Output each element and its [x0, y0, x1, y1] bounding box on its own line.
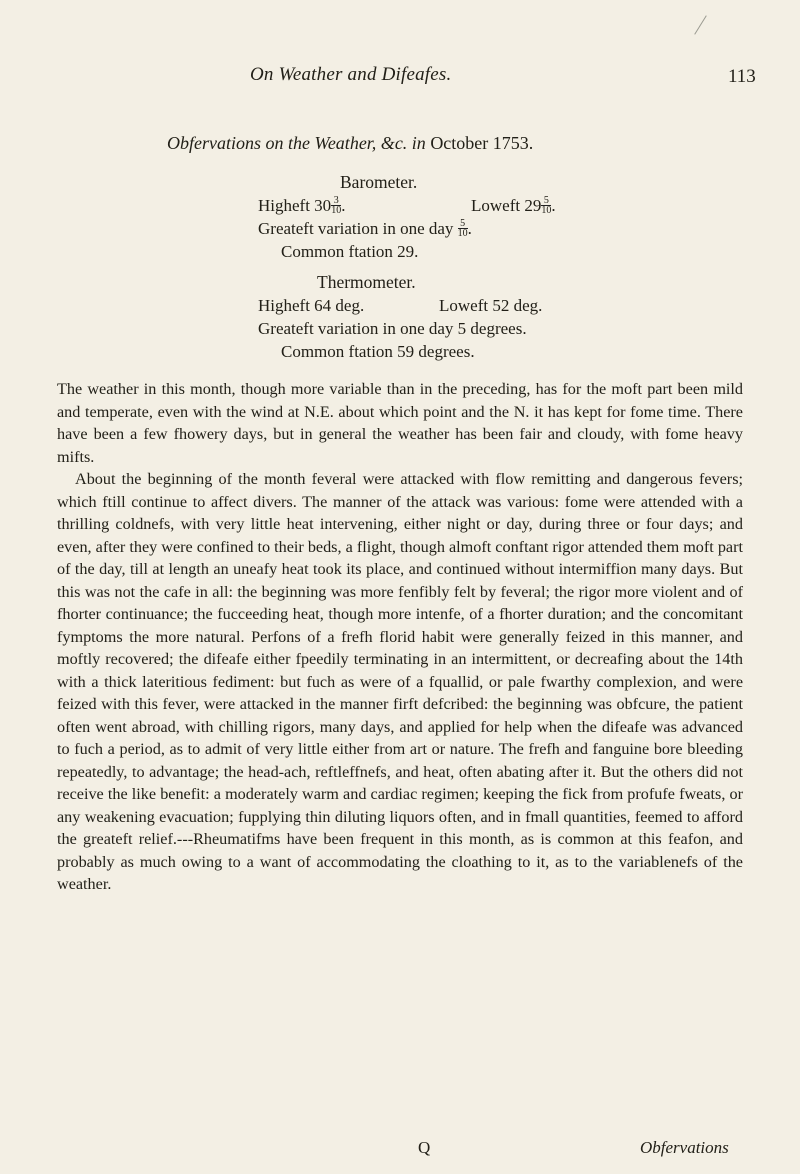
signature-mark: Q — [418, 1138, 431, 1157]
paragraph-weather: The weather in this month, though more variable than in the preceding, has for the moft part been mild and temperate, even with the wind at N.E. about which point and the N. it has kept for fome time. There have been a few fhowery days, but in general the weather has been fair and cloudy, with fome heavy mifts. — [57, 380, 743, 466]
barometer-highest-label: Higheft 30 — [258, 196, 332, 215]
thermometer-common-station: Common ftation 59 degrees. — [281, 342, 475, 361]
fraction-numerator: 3 — [331, 196, 341, 206]
fraction-denominator: 10 — [331, 205, 342, 216]
thermometer-heading: Thermometer. — [317, 272, 416, 292]
observations-title-italic: Obfervations on the Weather, &c. in — [167, 133, 426, 153]
paragraph-fevers: About the beginning of the month feveral were attacked with flow remitting and dangerous fevers; which ftill continue to affect divers. The manner of the attack was various: fome were attended with a thrilling coldnefs, with very little heat intervening, either night or day, during three or four days; and even, after they were confined to their beds, a flight, though almoft conftant rigor attended them moft part of the day, till at length an uneafy heat took its place, and continued without intermiffion many days. But this was not the cafe in all: the beginning was more fenfibly felt by feveral; the rigor more violent and of fhorter continuance; the fucceeding heat, though more intenfe, of a fhorter duration; and the concomitant fymptoms the more natural. Perfons of a frefh florid habit were generally feized in this manner, and moftly recovered; the difeafe either fpeedily terminating in an intermittent, or decreafing about the 14th with a thick lateritious fediment: but fuch as were of a fquallid, or pale fwarthy complexion, and were feized with this fever, were attacked in the manner firft defcribed: the beginning was obfcure, the patient often went abroad, with chilling rigors, many days, and applied for help when the difeafe was advanced to fuch a period, as to admit of very little either from art or nature. The frefh and fanguine bore bleeding repeatedly, to advantage; the head-ach, reftleffnefs, and heat, often abating after it. But the others did not receive the like benefit: a moderately warm and cardiac regimen; keeping the fick from profufe fweats, or any weakening evacuation; fupplying thin diluting liquors often, and in fmall quantities, feemed to afford the greateft relief.---Rheumatifms have been frequent in this month, as is common at this feafon, and probably as much owing to a want of accommodating the cloathing to it, as to the variablenefs of the weather. — [57, 470, 743, 893]
barometer-greatest-fraction — [458, 219, 468, 238]
fraction-denominator: 10 — [457, 228, 468, 239]
body-text — [57, 378, 743, 896]
barometer-lowest-fraction — [541, 196, 551, 215]
thermometer-lowest: Loweft 52 deg. — [439, 296, 543, 315]
barometer-highest-fraction — [331, 196, 341, 215]
barometer-heading: Barometer. — [340, 172, 418, 192]
barometer-highest: Higheft 30 $\frac{3}{10}$ . — [258, 195, 346, 216]
page-number: 113 — [728, 66, 756, 87]
barometer-greatest-label: Greateft variation in one day — [258, 219, 454, 238]
thermometer-greatest-variation: Greateft variation in one day 5 degrees. — [258, 319, 527, 338]
barometer-lowest-label: Loweft 29 — [471, 196, 542, 215]
running-head: On Weather and Difeafes. — [250, 64, 452, 85]
catchword: Obfervations — [640, 1138, 729, 1157]
page-mark — [694, 15, 707, 34]
thermometer-highest: Higheft 64 deg. — [258, 296, 365, 315]
fraction-denominator: 10 — [541, 205, 552, 216]
observations-title-month: October 1753. — [430, 133, 534, 153]
fraction-numerator: 5 — [541, 196, 551, 206]
fraction-numerator: 5 — [458, 219, 468, 229]
barometer-lowest: Loweft 29 $\frac{5}{10}$ . — [471, 195, 556, 216]
observations-title — [167, 133, 533, 154]
barometer-greatest-variation: Greateft variation in one day $\frac{5}{10}$ . — [258, 218, 472, 239]
barometer-common-station: Common ftation 29. — [281, 242, 419, 261]
